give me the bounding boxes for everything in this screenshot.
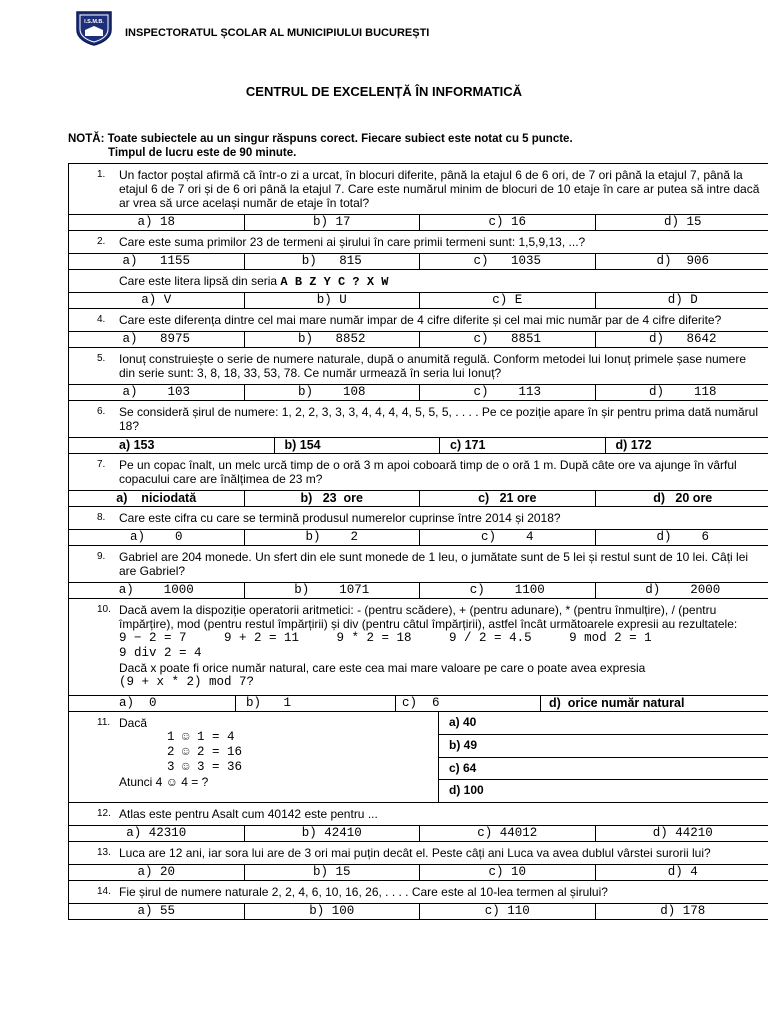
question-text: Se consideră șirul de numere: 1, 2, 2, 3, 3, 3, 4, 4, 4, 4, 5, 5, 5, . . . . Pe ce poziție apare în șir pentru prima dată numărul 18?: [119, 405, 759, 433]
option-a[interactable]: a) V: [141, 293, 172, 307]
question-row: [69, 712, 768, 803]
option-b[interactable]: b) 815: [244, 254, 420, 269]
option-c[interactable]: c) 44012: [419, 826, 595, 841]
option-c[interactable]: c) 4: [419, 530, 595, 545]
option-c[interactable]: c) 64: [439, 758, 768, 781]
option-a[interactable]: a) 153: [119, 438, 155, 452]
option-b[interactable]: b) 2: [244, 530, 420, 545]
option-d[interactable]: d) 44210: [595, 826, 768, 841]
question-row: [69, 401, 768, 454]
option-b[interactable]: b) 108: [244, 385, 420, 400]
options-row: [69, 695, 768, 711]
question-row: [69, 599, 768, 712]
nota-line2: Timpul de lucru este de 90 minute.: [108, 147, 297, 159]
question-text: Fie șirul de numere naturale 2, 2, 4, 6, 10, 16, 26, . . . . Care este al 10-lea termen al șirului?: [119, 885, 608, 899]
question-number: 6.: [97, 406, 106, 417]
option-b[interactable]: b) 15: [244, 865, 420, 880]
options-row: [69, 490, 768, 506]
question-text: Care este diferența dintre cel mai mare număr impar de 4 cifre diferite și cel mai mic număr par de 4 cifre diferite?: [119, 313, 722, 327]
option-c[interactable]: c) 171: [439, 438, 605, 453]
options-row: [69, 903, 768, 919]
question-text: Luca are 12 ani, iar sora lui are de 3 ori mai puțin decât el. Peste câți ani Luca va avea dublul vârstei surorii lui?: [119, 846, 711, 860]
option-d[interactable]: d) 178: [595, 904, 768, 919]
option-a[interactable]: a) 8975: [122, 332, 190, 346]
option-c[interactable]: c) 110: [419, 904, 595, 919]
options-row: [69, 292, 768, 308]
question-row: [69, 507, 768, 546]
question-row: [69, 546, 768, 599]
option-c[interactable]: c) 6: [395, 696, 540, 711]
option-d[interactable]: d) 4: [595, 865, 768, 880]
nota-line1: Toate subiectele au un singur răspuns corect. Fiecare subiect este notat cu 5 puncte.: [107, 133, 573, 145]
options-row: [69, 214, 768, 230]
option-d[interactable]: d) 2000: [595, 583, 768, 598]
equation-line: 3 ☺ 3 = 36: [167, 760, 243, 774]
options-row: [69, 864, 768, 880]
ismb-logo: [74, 10, 114, 46]
options-row: [69, 437, 768, 453]
examples-line: 9 div 2 = 4: [119, 646, 202, 660]
nota-label: NOTĂ:: [68, 133, 105, 145]
question-text: Un factor poștal afirmă că într-o zi a urcat, în blocuri diferite, până la etajul 6 de 6 ori, de 7 ori până la etajul 7, până la etajul 6 de 7 ori și de 6 ori până la etajul 7. Care este numărul minim de blocuri de 10 etaje în care ar putea să intre dacă ar vrea să urce același număr de etaje în total?: [119, 168, 760, 210]
option-b[interactable]: b) 100: [244, 904, 420, 919]
options-row: [69, 825, 768, 841]
question-text: Care este cifra cu care se termină produsul numerelor cuprinse între 2014 și 2018?: [119, 511, 561, 525]
option-d[interactable]: d) 15: [595, 215, 768, 230]
question-row: [69, 348, 768, 401]
question-row: [69, 270, 768, 309]
option-a[interactable]: a) 55: [137, 904, 175, 918]
question-text: Gabriel are 204 monede. Un sfert din ele sunt monede de 1 leu, o jumătate sunt de 5 lei și restul sunt de 10 lei. Câți lei are Gabriel?: [119, 550, 749, 578]
options-row: [69, 253, 768, 269]
option-d[interactable]: d) 20 ore: [595, 491, 768, 506]
options-row: [69, 582, 768, 598]
nota: [68, 132, 573, 160]
option-a[interactable]: a) 103: [122, 385, 190, 399]
options-row: [69, 529, 768, 545]
option-c[interactable]: c) 21 ore: [419, 491, 595, 506]
questions-table: [68, 163, 768, 920]
question-text: Pe un copac înalt, un melc urcă timp de o oră 3 m apoi coboară timp de o oră 1 m. După câte ore va ajunge în vârful copacului care are înălțimea de 23 m?: [119, 458, 737, 486]
question-row: [69, 231, 768, 270]
option-c[interactable]: c) 10: [419, 865, 595, 880]
logo-text: I.S.M.B.: [84, 19, 104, 25]
option-c[interactable]: c) 16: [419, 215, 595, 230]
options-row: [69, 384, 768, 400]
option-b[interactable]: b) 49: [439, 735, 768, 758]
question-number: 4.: [97, 314, 106, 325]
option-c[interactable]: c) 1035: [419, 254, 595, 269]
option-a[interactable]: a) 0: [119, 696, 157, 710]
question-row: [69, 309, 768, 348]
question-row: [69, 803, 768, 842]
option-d[interactable]: d) D: [595, 293, 768, 308]
question-row: [69, 881, 768, 920]
option-d[interactable]: d) 906: [595, 254, 768, 269]
question-row: [69, 164, 768, 231]
equation-line: 2 ☺ 2 = 16: [167, 745, 243, 759]
question-number: 2.: [97, 236, 106, 247]
question-number: 11.: [97, 717, 111, 728]
question-row: [69, 842, 768, 881]
option-b[interactable]: b) 42410: [244, 826, 420, 841]
option-c[interactable]: c) 113: [419, 385, 595, 400]
option-a[interactable]: a) 1155: [122, 254, 190, 268]
option-d[interactable]: d) 118: [595, 385, 768, 400]
option-b[interactable]: b) 1071: [244, 583, 420, 598]
option-c[interactable]: c) 1100: [419, 583, 595, 598]
question-subtext: Dacă x poate fi orice număr natural, care este cea mai mare valoare pe care o poate avea expresia: [119, 661, 646, 675]
question-number: 12.: [97, 808, 111, 819]
question-number: 7.: [97, 459, 106, 470]
option-b[interactable]: b) 154: [274, 438, 440, 453]
letter-series: A B Z Y C ? X W: [280, 275, 389, 289]
option-b[interactable]: b) 17: [244, 215, 420, 230]
question-text: Care este suma primilor 23 de termeni ai șirului în care primii termeni sunt: 1,5,9,13, ...?: [119, 235, 586, 249]
option-d[interactable]: d) 6: [595, 530, 768, 545]
question-number: 13.: [97, 847, 111, 858]
question-text: Ionuț construiește o serie de numere naturale, după o anumită regulă. Conform metodei lui Ionuț primele șase numere din serie sunt: 3, 8, 18, 33, 53, 78. Ce număr urmează în seria lui Ionuț?: [119, 352, 747, 380]
question-text: Dacă avem la dispoziție operatorii aritmetici: - (pentru scădere), + (pentru adunare), * (pentru înmulțire), / (pentru împărțire), mod (pentru restul împărțirii) și div (pentru câtul împărțirii), astfel încât următoarele expresii au rezultatele:: [119, 603, 738, 631]
question-text: Dacă: [119, 716, 148, 730]
option-c[interactable]: c) 8851: [419, 332, 595, 347]
options-row: [69, 331, 768, 347]
option-a[interactable]: a) 18: [137, 215, 175, 229]
option-d[interactable]: d) 100: [449, 783, 484, 798]
option-a[interactable]: a) niciodată: [116, 491, 197, 505]
option-c[interactable]: c) E: [419, 293, 595, 308]
institution-name: INSPECTORATUL ȘCOLAR AL MUNICIPIULUI BUCUREȘTI: [125, 27, 430, 39]
question-subtext: Atunci 4 ☺ 4 = ?: [119, 775, 209, 789]
expression: (9 + x * 2) mod 7?: [119, 675, 255, 689]
option-b[interactable]: b) 1: [235, 696, 395, 711]
option-b[interactable]: b) 8852: [244, 332, 420, 347]
page-title: CENTRUL DE EXCELENȚĂ ÎN INFORMATICĂ: [245, 84, 523, 99]
option-d[interactable]: d) orice număr natural: [540, 696, 768, 711]
option-a[interactable]: a) 0: [129, 530, 183, 544]
question-number: 14.: [97, 886, 111, 897]
option-a[interactable]: a) 20: [137, 865, 175, 879]
question-number: 10.: [97, 604, 111, 615]
question-number: 9.: [97, 551, 106, 562]
examples-line: 9 − 2 = 7 9 + 2 = 11 9 * 2 = 18 9 / 2 = 4.5 9 mod 2 = 1: [119, 631, 652, 645]
header: [74, 10, 114, 46]
question-text: Care este litera lipsă din seria: [119, 274, 281, 288]
option-b[interactable]: b) 23 ore: [244, 491, 420, 506]
question-text: Atlas este pentru Asalt cum 40142 este pentru ...: [119, 807, 378, 821]
option-a[interactable]: a) 42310: [126, 826, 187, 840]
option-a[interactable]: a) 1000: [118, 583, 194, 597]
question-number: 8.: [97, 512, 106, 523]
equation-line: 1 ☺ 1 = 4: [167, 730, 235, 744]
question-row: [69, 454, 768, 507]
option-d[interactable]: d) 8642: [595, 332, 768, 347]
question-number: 1.: [97, 169, 106, 180]
option-d[interactable]: d) 172: [605, 438, 768, 453]
question-number: 5.: [97, 353, 106, 364]
option-a[interactable]: a) 40: [439, 712, 768, 735]
option-b[interactable]: b) U: [244, 293, 420, 308]
